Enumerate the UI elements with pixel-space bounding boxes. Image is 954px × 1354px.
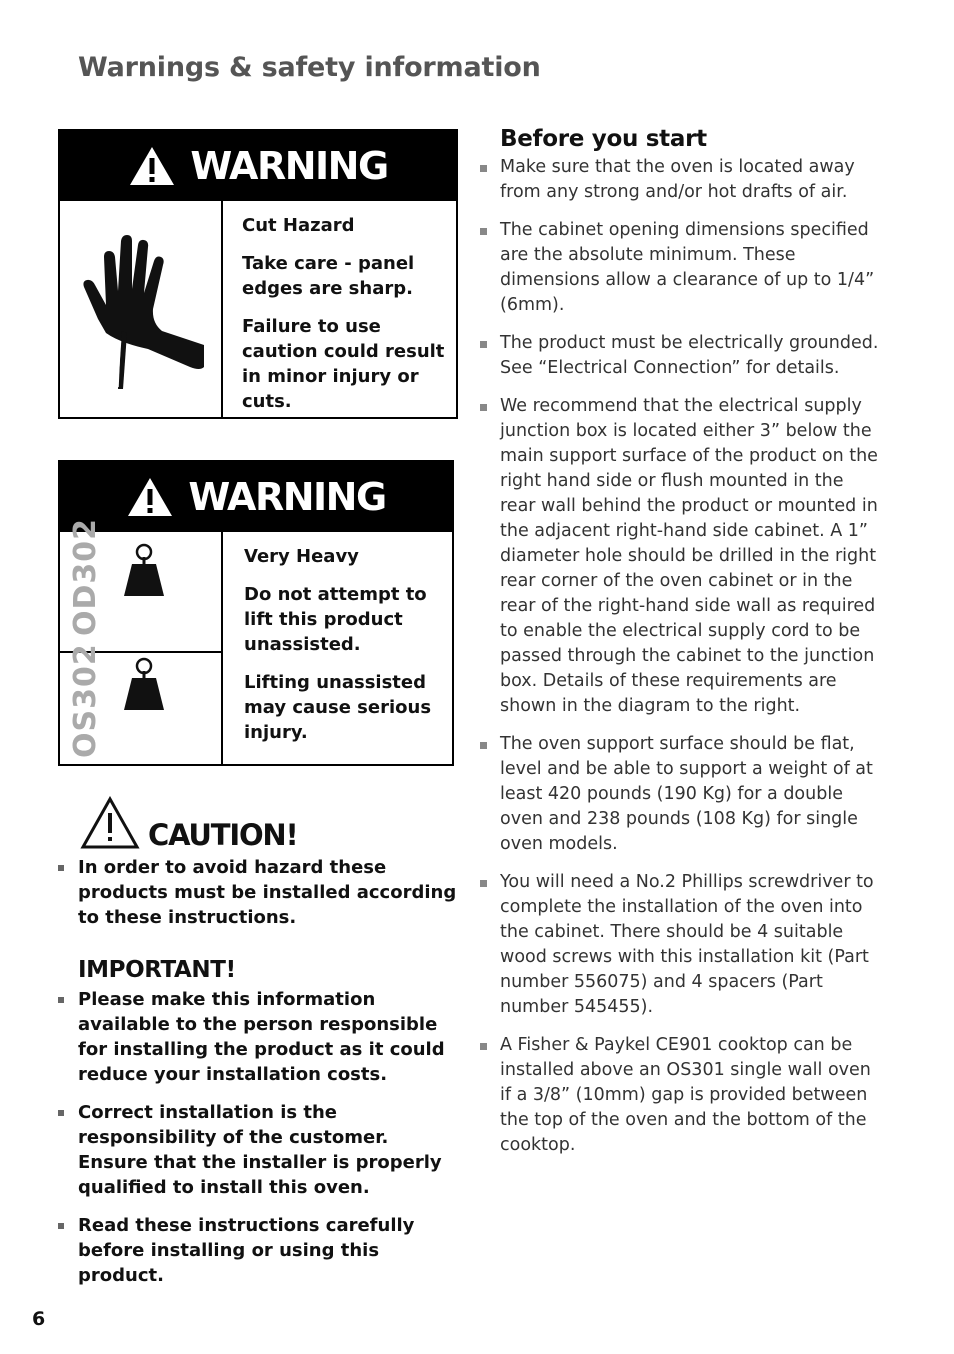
very-heavy-line1: Do not attempt to lift this product unassisted.: [244, 584, 427, 655]
warning-header: [60, 462, 452, 532]
list-item: Make sure that the oven is located away from any strong and/or hot drafts of air.: [500, 155, 880, 205]
warning-label: WARNING: [190, 144, 388, 188]
list-item: Correct installation is the responsibility of the customer. Ensure that the installer is properly qualified to install this oven.: [78, 1100, 458, 1200]
list-item: You will need a No.2 Phillips screwdriver to complete the installation of the oven into the cabinet. There should be 4 suitable wood screws with this installation kit (Part number 556075) and 4 spacers (Part number 545455).: [500, 870, 880, 1020]
warning-box-very-heavy: [58, 460, 454, 766]
model-label-od302: OD302: [68, 517, 103, 636]
list-item: Please make this information available to the person responsible for installing the product as it could reduce your installation costs.: [78, 987, 458, 1087]
list-item: The oven support surface should be flat, level and be able to support a weight of at least 420 pounds (190 Kg) for a double oven and 238 pounds (108 Kg) for single oven models.: [500, 732, 880, 857]
page-number: 6: [32, 1308, 46, 1330]
very-heavy-heading: Very Heavy: [244, 546, 359, 567]
cut-hand-icon: [60, 201, 221, 417]
caution-list-wrap: [78, 855, 458, 943]
page-title: Warnings & safety information: [78, 52, 541, 83]
very-heavy-line2: Lifting unassisted may cause serious injury.: [244, 672, 432, 743]
warning-triangle-icon: [126, 476, 174, 518]
list-item: We recommend that the electrical supply junction box is located either 3” below the main support surface of the product on the right hand side or flush mounted in the rear wall behind the product or mounted in the adjacent right-hand side cabinet. A 1” diameter hole should be drilled in the right rear corner of the oven cabinet or in the rear of the right-hand side wall as required to enable the electrical supply cord to be passed through the cabinet to the junction box. Details of these requirements are shown in the diagram to the right.: [500, 394, 880, 719]
caution-triangle-icon: [80, 796, 140, 850]
before-you-start-heading: Before you start: [500, 126, 707, 152]
cut-hazard-line1: Take care - panel edges are sharp.: [242, 253, 415, 299]
cut-hazard-line2: Failure to use caution could result in minor injury or cuts.: [242, 316, 445, 412]
weight-icon: [122, 542, 166, 598]
important-list-wrap: [78, 987, 458, 1301]
weight-icon-panel: [60, 517, 223, 764]
cut-hazard-heading: Cut Hazard: [242, 215, 355, 236]
list-item: The product must be electrically grounded. See “Electrical Connection” for details.: [500, 331, 880, 381]
list-item: A Fisher & Paykel CE901 cooktop can be installed above an OS301 single wall oven if a 3/8” (10mm) gap is provided between the top of the oven and the bottom of the cooktop.: [500, 1033, 880, 1158]
cut-hazard-icon-panel: [60, 201, 223, 417]
caution-label: CAUTION!: [148, 818, 298, 852]
list-item: In order to avoid hazard these products must be installed according to these instructions.: [78, 857, 457, 928]
warning-box-cut-hazard: [58, 129, 458, 419]
warning-label: WARNING: [188, 475, 386, 519]
important-heading: IMPORTANT!: [78, 957, 236, 983]
weight-icon: [122, 656, 166, 712]
list-item: Read these instructions carefully before installing or using this product.: [78, 1213, 458, 1288]
model-label-os302: OS302: [68, 643, 103, 758]
warning-triangle-icon: [128, 145, 176, 187]
before-you-start-list: [500, 155, 880, 1171]
warning-header: [60, 131, 456, 201]
list-item: The cabinet opening dimensions specified are the absolute minimum. These dimensions allow a clearance of up to 1/4” (6mm).: [500, 218, 880, 318]
